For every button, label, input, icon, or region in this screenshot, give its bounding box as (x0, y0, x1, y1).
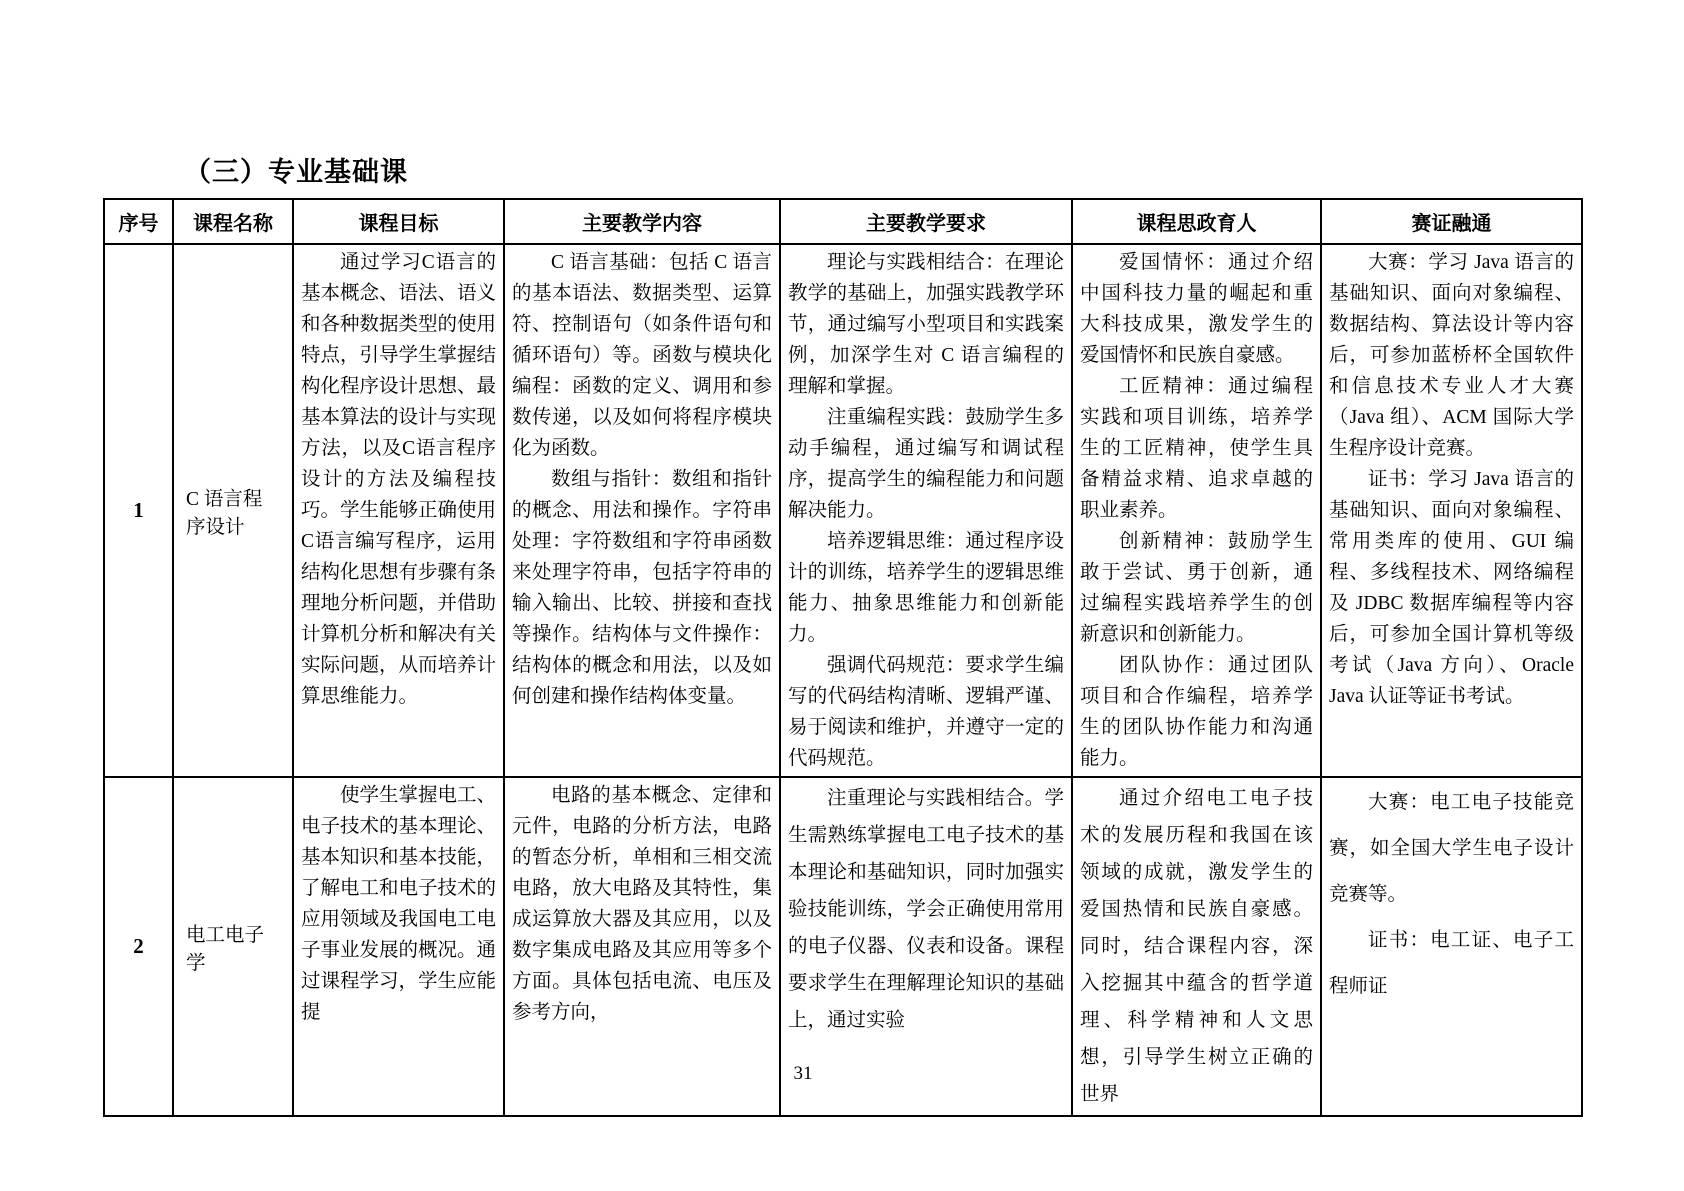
paragraph: C 语言基础：包括 C 语言的基本语法、数据类型、运算符、控制语句（如条件语句和循环语句）等。函数与模块化编程：函数的定义、调用和参数传递，以及如何将程序模块化为函数。 (512, 252, 772, 459)
paragraph: 通过学习C语言的基本概念、语法、语义和各种数据类型的使用特点，引导学生掌握结构化程序设计思想、最基本算法的设计与实现方法，以及C语言程序设计的方法及编程技巧。学生能够正确使用C语言编写程序，运用结构化思想有步骤有条理地分析问题，并借助计算机分析和解决有关实际问题，从而培养计算思维能力。 (301, 252, 497, 707)
paragraph: 使学生掌握电工、电子技术的基本理论、基本知识和基本技能，了解电工和电子技术的应用领域及我国电工电子事业发展的概况。通过课程学习，学生应能提 (301, 785, 497, 1023)
column-header-competition: 赛证融通 (1321, 199, 1582, 244)
paragraph: 证书：学习 Java 语言的基础知识、面向对象编程、常用类库的使用、GUI 编程、多线程技术、网络编程及 JDBC 数据库编程等内容后，可参加全国计算机等级考试（Java 方向）、Oracle Java 认证等证书考试。 (1329, 469, 1574, 707)
section-title: （三）专业基础课 (184, 157, 408, 187)
cell-course: C 语言程序设计 (173, 244, 293, 777)
column-header-no: 序号 (104, 199, 173, 244)
cell-course: 电工电子学 (173, 777, 293, 1116)
table-header-row (104, 199, 1582, 244)
cell-objectives (293, 244, 504, 777)
cell-ideology (1072, 244, 1321, 777)
paragraph: 大赛：学习 Java 语言的基础知识、面向对象编程、数据结构、算法设计等内容后，可参加蓝桥杯全国软件和信息技术专业人才大赛（Java 组）、ACM 国际大学生程序设计竞赛。 (1329, 252, 1574, 459)
paragraph: 团队协作：通过团队项目和合作编程，培养学生的团队协作能力和沟通能力。 (1080, 655, 1313, 769)
paragraph: 注重理论与实践相结合。学生需熟练掌握电工电子技术的基本理论和基础知识，同时加强实验技能训练，学会正确使用常用的电子仪器、仪表和设备。课程要求学生在理解理论知识的基础上，通过实验 (788, 788, 1064, 1031)
paragraph: 培养逻辑思维：通过程序设计的训练，培养学生的逻辑思维能力、抽象思维能力和创新能力。 (788, 531, 1064, 645)
cell-requirements (780, 244, 1072, 777)
course-table (103, 198, 1583, 1117)
column-header-ideology: 课程思政育人 (1072, 199, 1321, 244)
column-header-content: 主要教学内容 (504, 199, 780, 244)
cell-no: 1 (104, 244, 173, 777)
column-header-course: 课程名称 (173, 199, 293, 244)
paragraph: 大赛：电工电子技能竞赛，如全国大学生电子设计竞赛等。 (1329, 792, 1574, 905)
paragraph: 证书：电工证、电子工程师证 (1329, 930, 1574, 997)
cell-competition (1321, 244, 1582, 777)
paragraph: 注重编程实践：鼓励学生多动手编程，通过编写和调试程序，提高学生的编程能力和问题解决能力。 (788, 407, 1064, 521)
column-header-objectives: 课程目标 (293, 199, 504, 244)
cell-content (504, 244, 780, 777)
paragraph: 数组与指针：数组和指针的概念、用法和操作。字符串处理：字符数组和字符串函数来处理字符串，包括字符串的输入输出、比较、拼接和查找等操作。结构体与文件操作：结构体的概念和用法，以及如何创建和操作结构体变量。 (512, 469, 772, 707)
column-header-requirements: 主要教学要求 (780, 199, 1072, 244)
page-number: 31 (793, 1063, 813, 1084)
paragraph: 强调代码规范：要求学生编写的代码结构清晰、逻辑严谨、易于阅读和维护，并遵守一定的代码规范。 (788, 655, 1064, 769)
paragraph: 通过介绍电工电子技术的发展历程和我国在该领域的成就，激发学生的爱国热情和民族自豪感。同时，结合课程内容，深入挖掘其中蕴含的哲学道理、科学精神和人文思想，引导学生树立正确的世界 (1080, 788, 1313, 1105)
paragraph: 创新精神：鼓励学生敢于尝试、勇于创新，通过编程实践培养学生的创新意识和创新能力。 (1080, 531, 1313, 645)
course-table-body (104, 244, 1582, 1116)
paragraph: 爱国情怀：通过介绍中国科技力量的崛起和重大科技成果，激发学生的爱国情怀和民族自豪感。 (1080, 252, 1313, 366)
table-row (104, 244, 1582, 777)
paragraph: 理论与实践相结合：在理论教学的基础上，加强实践教学环节，通过编写小型项目和实践案例，加深学生对 C 语言编程的理解和掌握。 (788, 252, 1064, 397)
cell-no: 2 (104, 777, 173, 1116)
paragraph: 电路的基本概念、定律和元件，电路的分析方法，电路的暂态分析，单相和三相交流电路，放大电路及其特性，集成运算放大器及其应用，以及数字集成电路及其应用等多个方面。具体包括电流、电压及参考方向， (512, 785, 772, 1023)
paragraph: 工匠精神：通过编程实践和项目训练，培养学生的工匠精神，使学生具备精益求精、追求卓越的职业素养。 (1080, 376, 1313, 521)
